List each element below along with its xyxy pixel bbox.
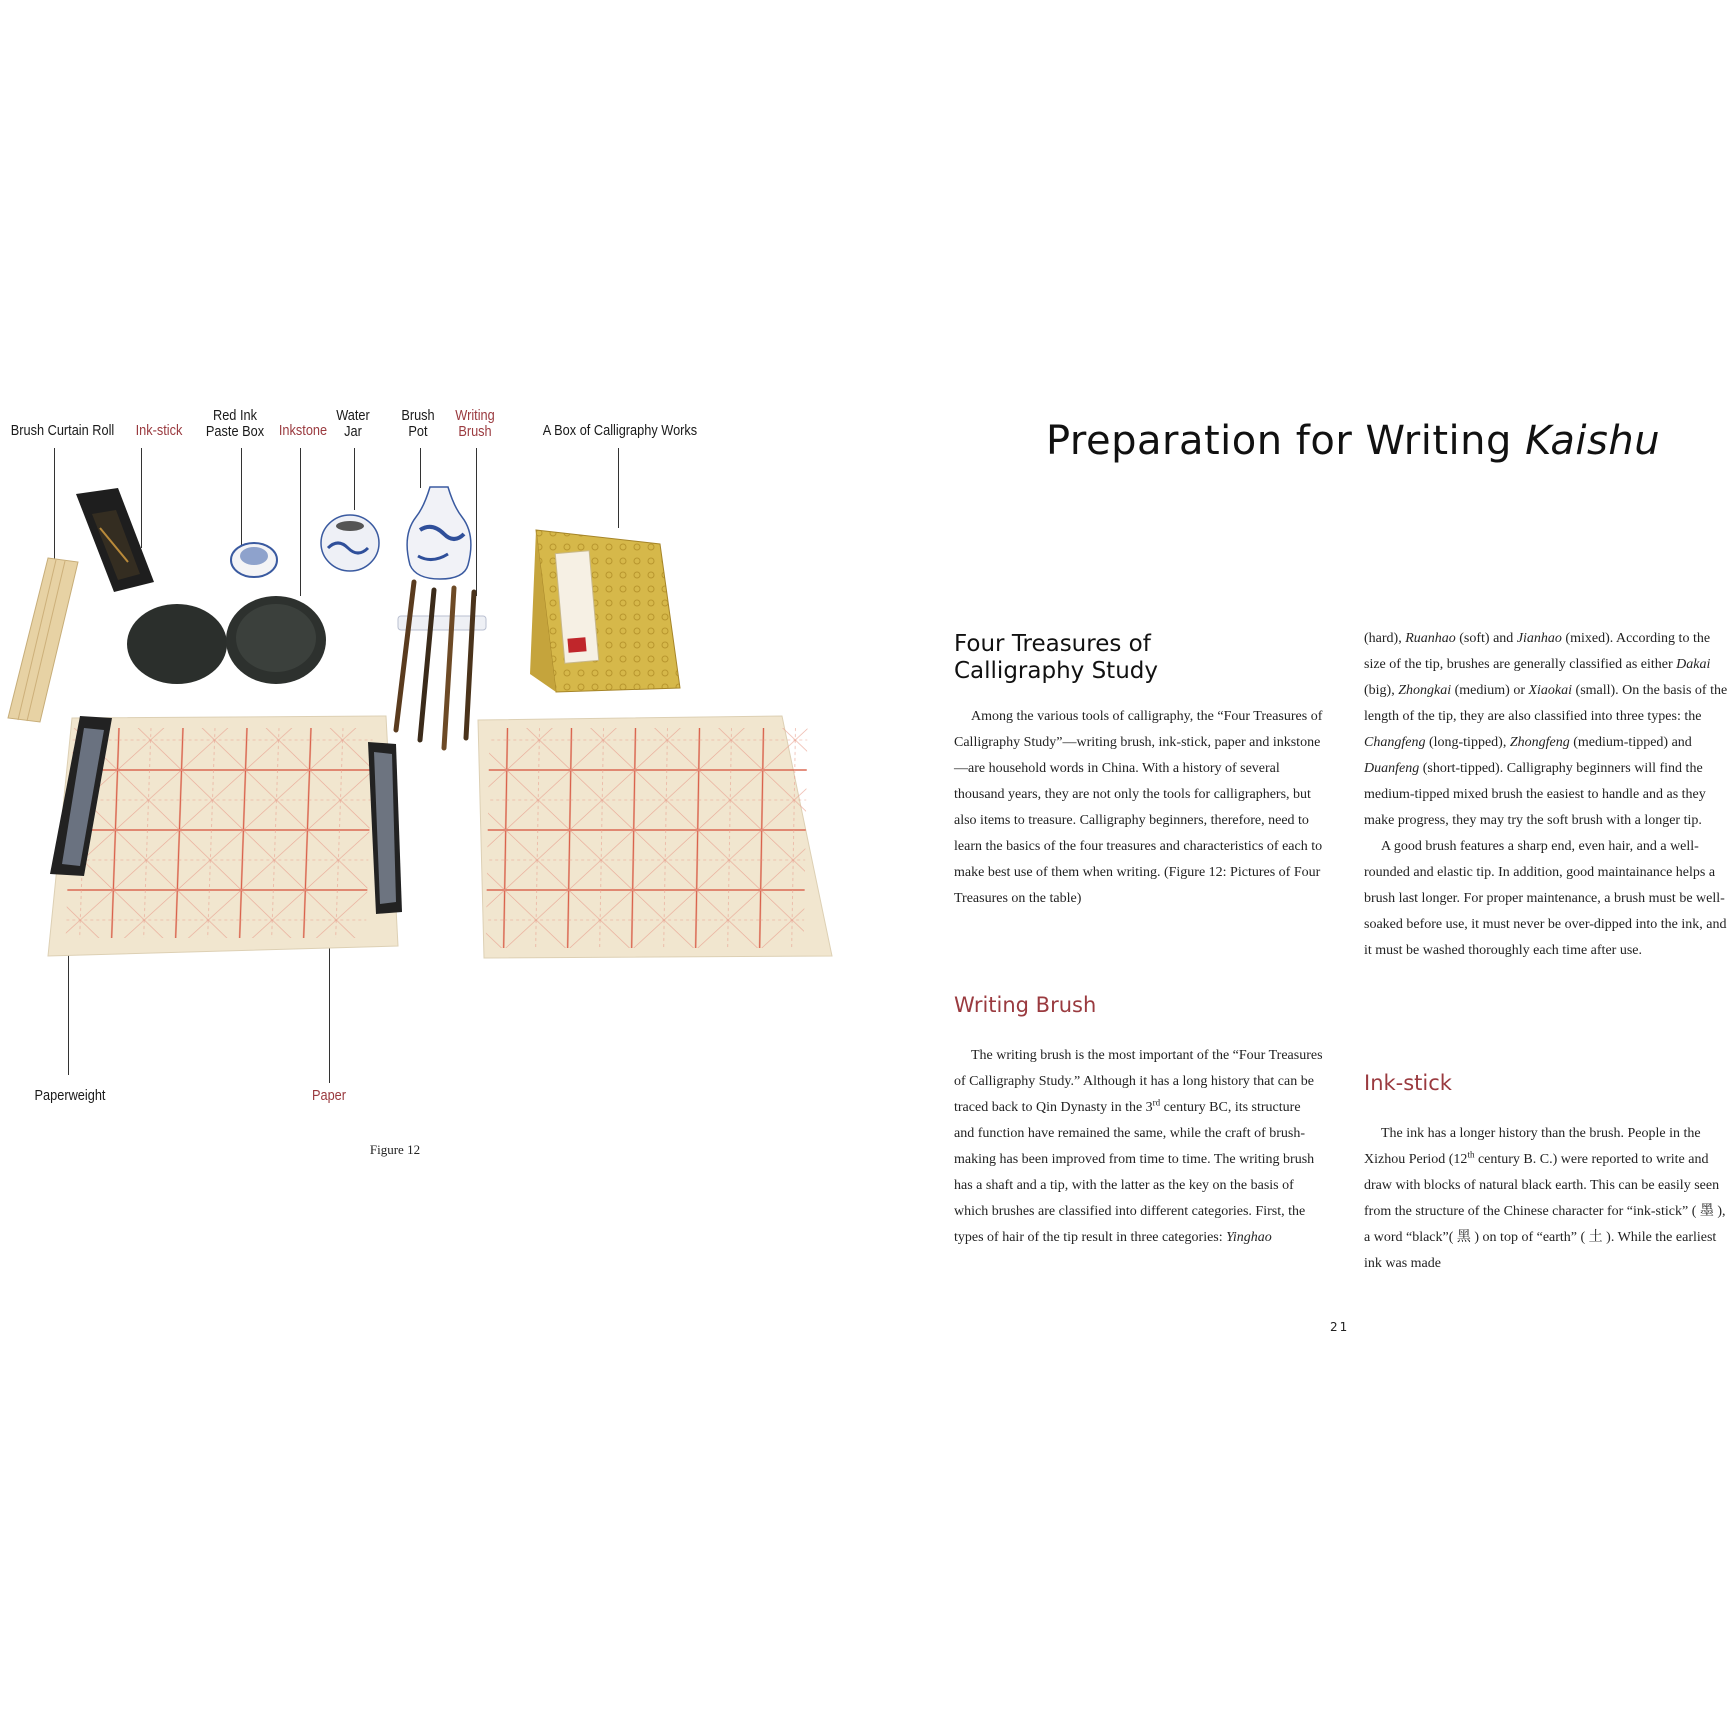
label-red-ink-line1: Red Ink [213, 408, 257, 424]
heading-four-treasures-line2: Calligraphy Study [954, 658, 1158, 684]
label-brush-curtain-roll: Brush Curtain Roll [10, 423, 115, 439]
four-treasures-paragraph: Among the various tools of calligraphy, the “Four Treasures of Calligraphy Study”—writing brush, ink-stick, paper and inkstone—are household words in China. With a history of several thousand years, they are not only the tools for calligraphers, but also items to treasure. Calligraphy beginners, therefore, need to learn the basics of the four treasures and characteristics of each to make best use of them when writing. (Figure 12: Pictures of Four Treasures on the table) [954, 709, 1323, 906]
label-writing-brush [449, 408, 500, 440]
cont-h: (medium-tipped) and [1569, 735, 1692, 750]
cont-d: (big), [1364, 683, 1399, 698]
heading-four-treasures [954, 631, 1314, 685]
heading-ink-stick: Ink-stick [1364, 1071, 1452, 1095]
section-four-treasures-body [954, 704, 1324, 912]
label-ink-stick: Ink-stick [135, 423, 183, 439]
paper-sheet-left [48, 716, 402, 956]
label-red-ink-line2: Paste Box [205, 424, 265, 440]
term-jianhao: Jianhao [1516, 631, 1562, 646]
good-brush-paragraph: A good brush features a sharp end, even hair, and a well-rounded and elastic tip. In addition, good maintainance helps a brush last longer. For proper maintenance, a brush must be well-soaked before use, it must never be over-dipped into the ink, and it must be washed thoroughly each time after use. [1364, 839, 1727, 958]
page-title-main: Preparation for Writing [1046, 418, 1526, 464]
term-zhongfeng: Zhongfeng [1509, 735, 1570, 750]
label-brush-pot-line2: Pot [408, 424, 428, 440]
water-jar [321, 515, 379, 571]
label-writing-brush-line1: Writing [455, 408, 495, 424]
label-brush-pot-line1: Brush [401, 408, 435, 424]
label-writing-brush-line2: Brush [458, 424, 492, 440]
cont-a: (hard), [1364, 631, 1406, 646]
term-zhongkai: Zhongkai [1398, 683, 1452, 698]
cont-b: (soft) and [1455, 631, 1517, 646]
column-two-writing-brush-cont [1364, 626, 1730, 964]
writing-brush-sup: rd [1152, 1097, 1161, 1108]
page-number: 21 [1330, 1320, 1350, 1334]
paper-sheet-right [478, 716, 832, 958]
label-water-jar-line1: Water [336, 408, 370, 424]
page-title [1046, 418, 1686, 464]
heading-writing-brush: Writing Brush [954, 993, 1097, 1017]
writing-brushes [396, 582, 486, 748]
cont-g: (long-tipped), [1425, 735, 1510, 750]
figure-caption: Figure 12 [369, 1142, 421, 1157]
ink-stick-text-b: century B. C.) were reported to write and draw with blocks of natural black earth. This can be easily seen from the structure of the Chinese character for “ink-stick” ( 墨 ), a word “black”( 黑 ) on top of “earth” ( 土 ). While the earliest ink was made [1364, 1152, 1726, 1271]
cont-f: (small). On the basis of the length of the tip, they are also classified into three types: the [1364, 683, 1728, 724]
cont-i: (short-tipped). Calligraphy beginners will find the medium-tipped mixed brush the easiest to handle and as they make progress, they may try the soft brush with a longer tip. [1364, 761, 1706, 828]
ink-stick-text-a: The ink has a longer history than the brush. People in the Xizhou Period (12 [1364, 1126, 1701, 1167]
term-ruanhao: Ruanhao [1405, 631, 1456, 646]
label-box-of-works: A Box of Calligraphy Works [542, 423, 698, 439]
label-water-jar-line2: Jar [344, 424, 362, 440]
page-title-italic: Kaishu [1525, 418, 1661, 464]
section-writing-brush-body [954, 1043, 1324, 1251]
term-yinghao: Yinghao [1226, 1230, 1272, 1245]
ink-stick [76, 488, 154, 592]
writing-brush-paragraph [954, 1043, 1324, 1251]
label-paper: Paper [311, 1088, 347, 1104]
label-paperweight: Paperweight [34, 1088, 106, 1104]
writing-brush-text-a: The writing brush is the most important of the “Four Treasures of Calligraphy Study.” Although it has a long history that can be traced back to Qin Dynasty in the 3 [954, 1048, 1323, 1115]
term-xiaokai: Xiaokai [1528, 683, 1573, 698]
term-changfeng: Changfeng [1364, 735, 1426, 750]
label-inkstone: Inkstone [278, 423, 328, 439]
label-red-ink-paste-box [202, 408, 267, 440]
inkstones [127, 596, 326, 684]
red-ink-paste-box [231, 543, 277, 577]
cont-e: (medium) or [1451, 683, 1529, 698]
ink-stick-paragraph [1364, 1121, 1730, 1277]
label-water-jar [331, 408, 375, 440]
calligraphy-tools-illustration [0, 470, 840, 970]
brush-pot-vase [407, 487, 471, 579]
term-duanfeng: Duanfeng [1364, 761, 1420, 776]
heading-four-treasures-line1: Four Treasures of [954, 631, 1151, 657]
writing-brush-cont-paragraph [1364, 626, 1730, 834]
box-of-calligraphy-works [530, 530, 680, 692]
ink-stick-sup: th [1467, 1149, 1475, 1160]
term-dakai: Dakai [1676, 657, 1711, 672]
brush-curtain-roll [8, 558, 78, 722]
cont-c: (mixed). According to the size of the tip, brushes are generally classified as either [1364, 631, 1711, 672]
writing-brush-text-b: century BC, its structure and function have remained the same, while the craft of brush-making has been improved from time to time. The writing brush has a shaft and a tip, with the latter as the key on the basis of which brushes are classified into different categories. First, the types of hair of the tip result in three categories: [954, 1100, 1315, 1245]
label-brush-pot [395, 408, 441, 440]
section-ink-stick-body [1364, 1121, 1730, 1277]
